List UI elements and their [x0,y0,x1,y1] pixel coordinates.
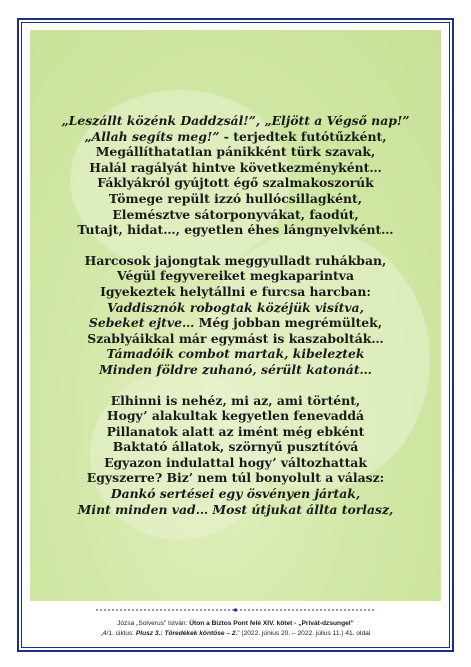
poem-line-part: - terjedtek futótűzként, [219,128,387,144]
poem-line: Megállíthatatlan pánikként türk szavak, [95,144,376,160]
poem-line: Szablyáikkal már egymást is kaszabolták… [87,330,384,346]
poem-line: Dankó sertései egy ösvényen jártak, [110,486,361,502]
poem-line: Tutajt, hidat…, egyetlen éhes lángnyelvként… [77,222,394,238]
poem-line: Mint minden vad… Most útjukat állta torlasz, [77,501,394,517]
stanza [30,253,441,378]
poem-line: Fáklyákról gyújtott égő szalmakoszorúk [97,175,374,191]
poem-line: Egyazon indulattal hogy’ változhattak [104,454,367,470]
poem-line: Elemésztve sátorponyvákat, faodút, [112,206,359,222]
poem-line: Pillanatok alatt az imént még ebként [106,423,365,439]
poem-line: Igyekeztek helytállni e furcsa harcban: [100,283,371,299]
poem-line: Vaddisznók robogtak közéjük visítva, [107,299,364,315]
poem-line: Halál ragályát hintve következményként… [89,159,382,175]
poem-line-part: „Allah segíts meg!” [84,128,220,144]
poem-line: Egyszerre? Biz’ nem túl bonyolult a válasz: [86,470,385,486]
poem-line: Baktató állatok, szörnyű pusztítóvá [112,439,359,455]
poem-line [30,129,441,145]
poem-line [30,315,441,331]
footer-line-2: „4/1. ciklus: Plusz 3.: Töredékek köntöse – 2.” (2022. június 20. – 2022. július 11.) 41. oldal [100,629,371,637]
poem-line: „Leszállt közénk Daddzsál!”, „Eljött a Végső nap!” [61,113,410,128]
poem-line: Támadóik combot martak, kibeleztek [106,346,365,362]
stanza [30,113,441,238]
poem-text [30,113,441,532]
footer-divider [96,606,375,614]
poem-line: Harcosok jajongtak meggyulladt ruhákban, [84,252,387,268]
poem-line: Tömege repült izzó hullócsillagként, [108,190,363,206]
footer-line-1: Józsa „Solverus” István: Úton a Biztos Pont felé XIV. kötet - „Privát-dzsungel” [117,620,354,627]
poem-line: Elhinni is nehéz, mi az, ami történt, [110,392,361,408]
stanza [30,393,441,518]
poem-line: Hogy’ alakultak kegyetlen fenevaddá [106,408,365,424]
page-footer [30,619,441,638]
poem-line: Minden földre zuhanó, sérült katonát… [99,361,372,377]
poem-line: Végül fegyvereiket megkaparintva [117,268,354,284]
poem-line-part: Sebeket ejtve… [88,315,195,331]
poem-line-part: Még jobban megrémültek, [194,315,383,331]
